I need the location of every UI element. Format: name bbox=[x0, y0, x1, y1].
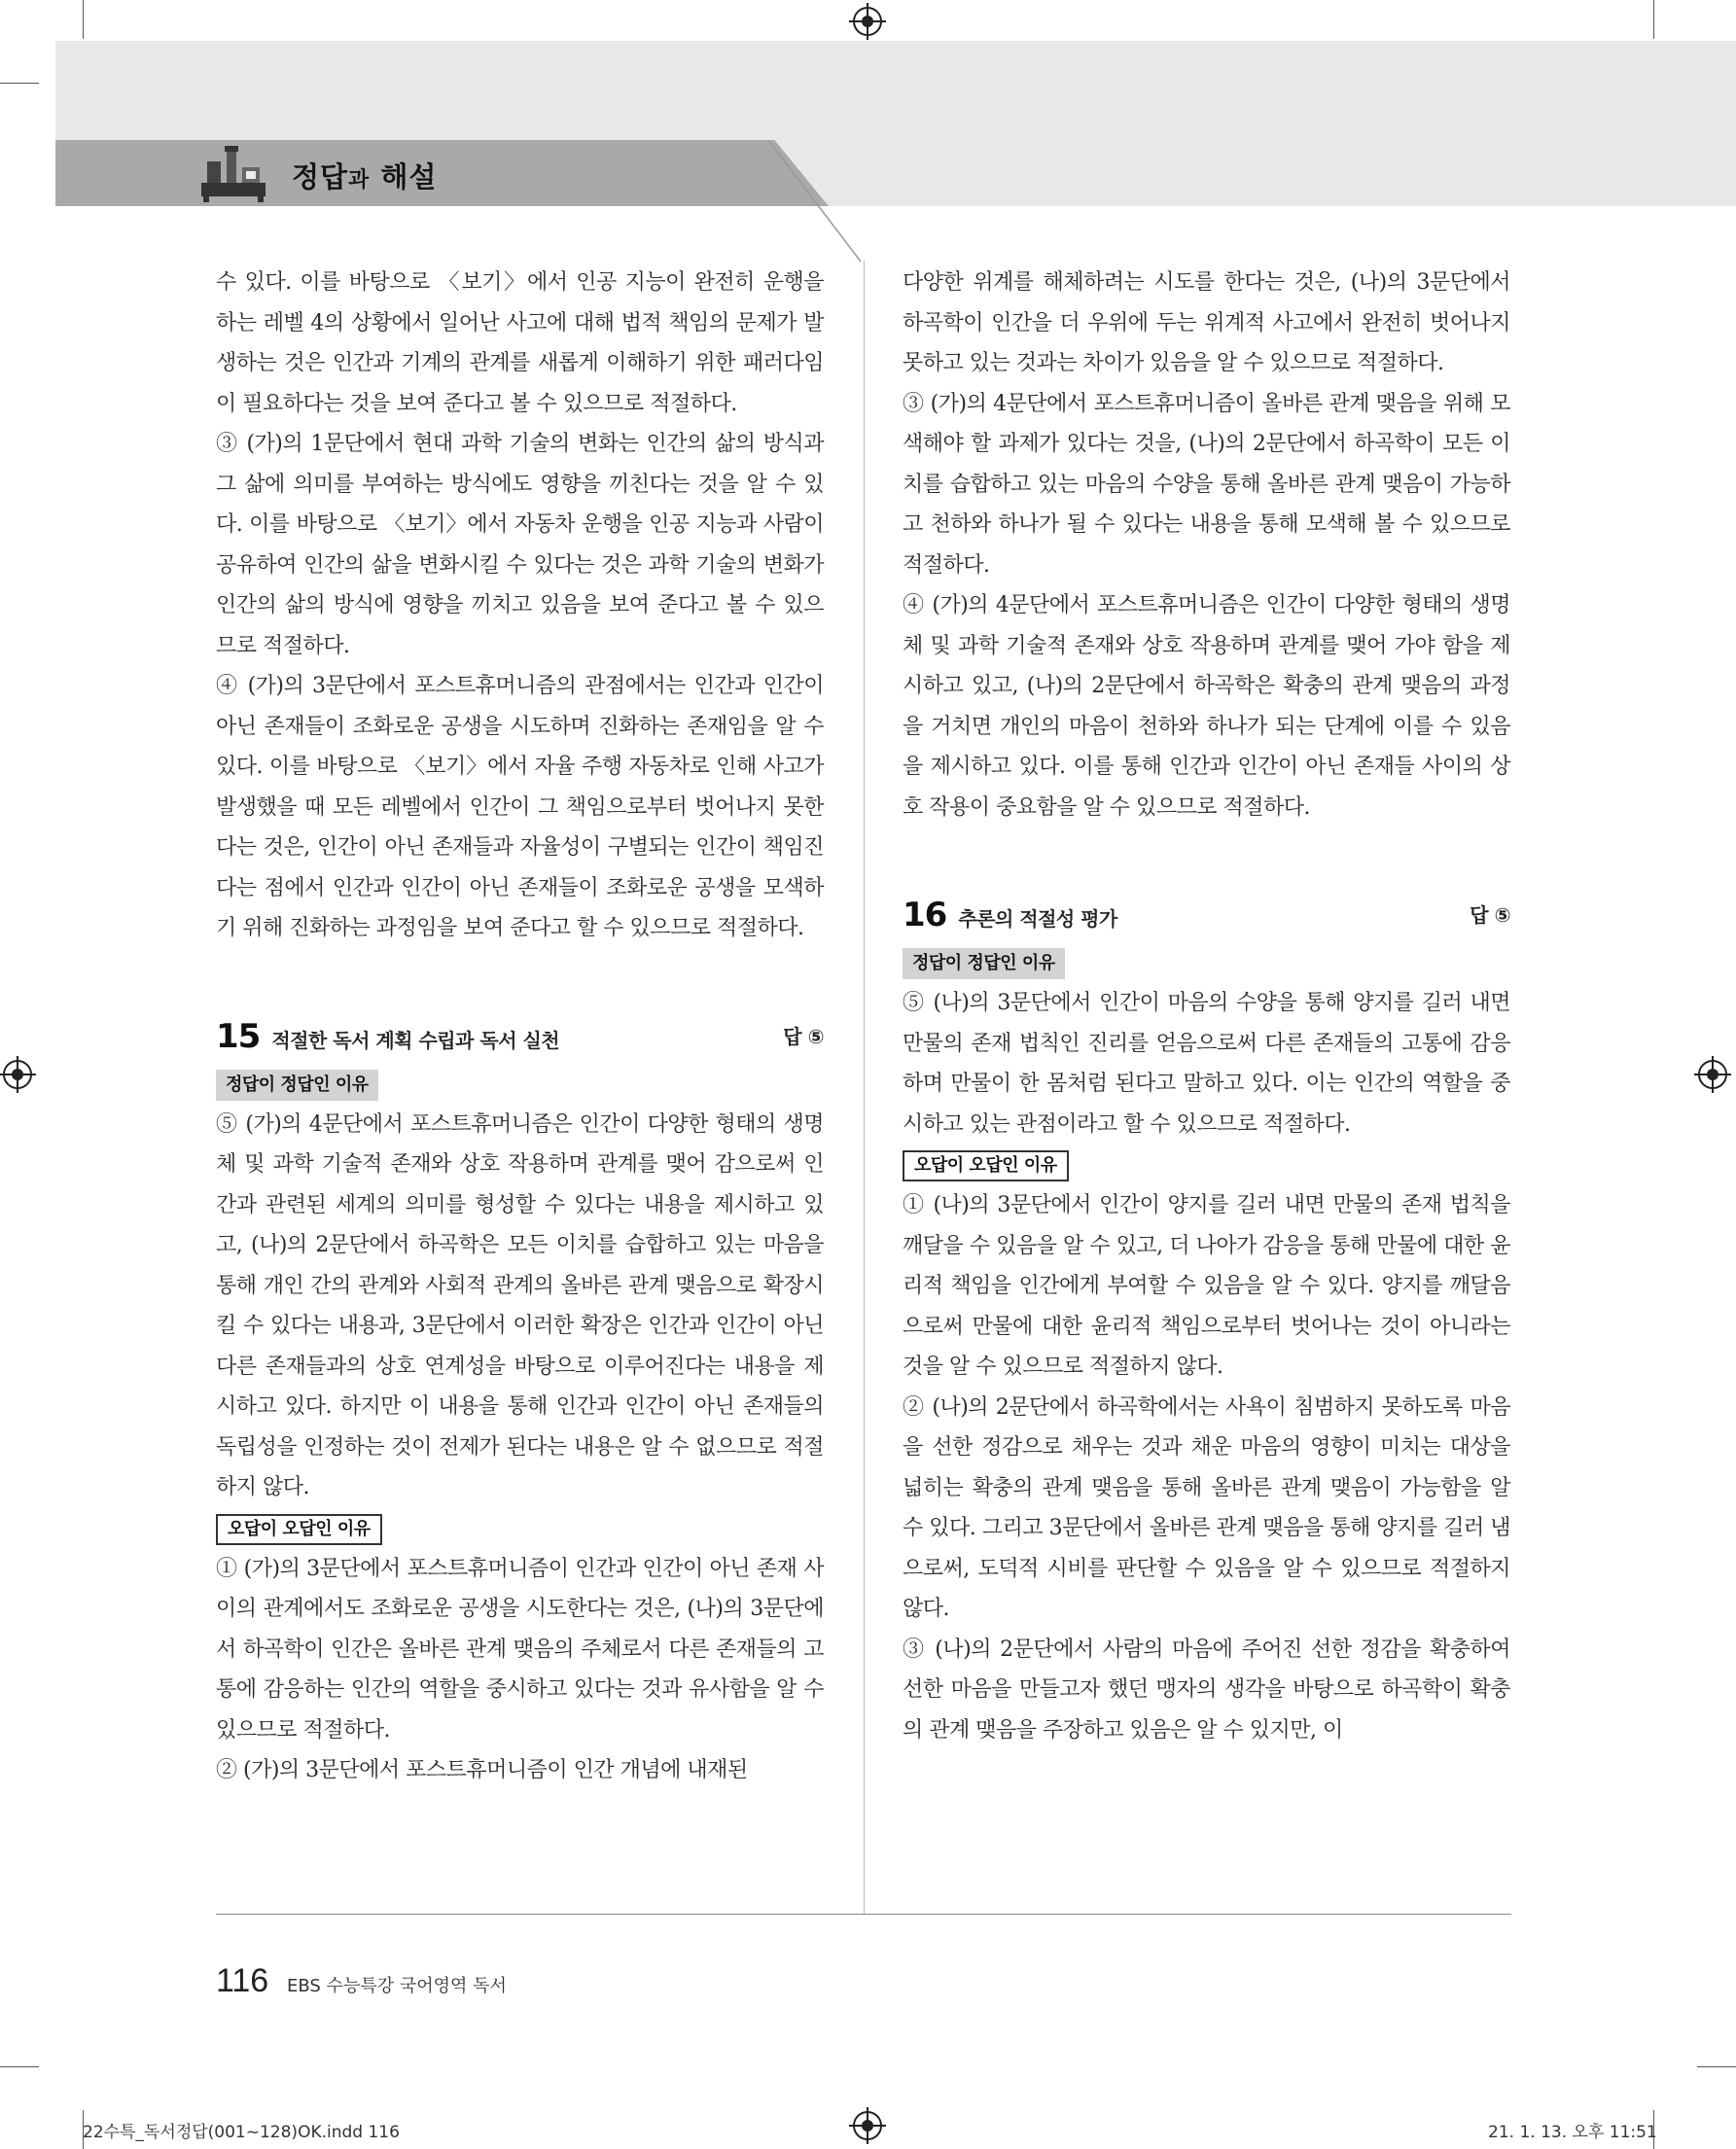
book-title: EBS 수능특강 국어영역 독서 bbox=[287, 1976, 507, 1996]
paragraph: ③ (나)의 2문단에서 사람의 마음에 주어진 선한 정감을 확충하여 선한 마음을 만들고자 했던 맹자의 생각을 바탕으로 하곡학이 확충의 관계 맺음을 주장하고 있음은 알 수 있지만, 이 bbox=[903, 1637, 1510, 1743]
question-title: 추론의 적절성 평가 bbox=[958, 907, 1117, 931]
column-divider bbox=[864, 261, 865, 1914]
question-15-header bbox=[216, 1017, 824, 1064]
question-16-header bbox=[903, 896, 1510, 942]
wrong-reason-label: 오답이 오답인 이유 bbox=[216, 1514, 382, 1545]
header-title-main: 정답 bbox=[292, 160, 349, 194]
crop-mark bbox=[0, 83, 39, 84]
page-header-title bbox=[292, 156, 437, 195]
header-diagonal-line bbox=[768, 140, 866, 266]
paragraph: 다양한 위계를 해체하려는 시도를 한다는 것은, (나)의 3문단에서 하곡학이 인간을 더 우위에 두는 위계적 사고에서 완전히 벗어나지 못하고 있는 것과는 차이가 있음을 알 수 있으므로 적절하다. bbox=[903, 270, 1510, 375]
paragraph: ① (가)의 3문단에서 포스트휴머니즘이 인간과 인간이 아닌 존재 사이의 관계에서도 조화로운 공생을 시도한다는 것은, (나)의 3문단에서 하곡학이 인간은 올바른 관계 맺음의 주체로서 다른 존재들의 고통에 감응하는 인간의 역할을 중시하고 있다는 것과 유사함을 알 수 있으므로 적절하다. bbox=[216, 1556, 824, 1743]
header-title-end: 해설 bbox=[370, 160, 438, 194]
paragraph: ③ (가)의 1문단에서 현대 과학 기술의 변화는 인간의 삶의 방식과 그 삶에 의미를 부여하는 방식에도 영향을 끼친다는 것을 알 수 있다. 이를 바탕으로 〈보기〉에서 자동차 운행을 인공 지능과 사람이 공유하여 인간의 삶을 변화시킬 수 있다는 것은 과학 기술의 변화가 인간의 삶의 방식에 영향을 끼치고 있음을 보여 준다고 볼 수 있으므로 적절하다. bbox=[216, 432, 824, 658]
crop-mark bbox=[1653, 0, 1654, 39]
paragraph: ⑤ (나)의 3문단에서 인간이 마음의 수양을 통해 양지를 길러 내면 만물의 존재 법칙인 진리를 얻음으로써 다른 존재들의 고통에 감응하며 만물이 한 몸처럼 된다고 말하고 있다. 이는 인간의 역할을 중시하고 있는 관점이라고 할 수 있으므로 적절하다. bbox=[903, 991, 1510, 1137]
left-column bbox=[216, 263, 824, 1791]
correct-reason-label: 정답이 정답인 이유 bbox=[903, 948, 1065, 979]
paragraph: ④ (가)의 4문단에서 포스트휴머니즘은 인간이 다양한 형태의 생명체 및 과학 기술적 존재와 상호 작용하며 관계를 맺어 가야 함을 제시하고 있고, (나)의 2문단에서 하곡학은 확충의 관계 맺음의 과정을 거치면 개인의 마음이 천하와 하나가 되는 단계에 이를 수 있음을 제시하고 있다. 이를 통해 인간과 인간이 아닌 존재들 사이의 상호 작용이 중요함을 알 수 있으므로 적절하다. bbox=[903, 593, 1510, 820]
registration-mark-icon bbox=[853, 2111, 882, 2140]
research-equipment-icon bbox=[199, 144, 267, 202]
print-date-info: 21. 1. 13. 오후 11:51 bbox=[1488, 2123, 1657, 2142]
wrong-reason-label: 오답이 오답인 이유 bbox=[903, 1150, 1069, 1181]
registration-mark-icon bbox=[3, 1060, 32, 1089]
registration-mark-icon bbox=[853, 7, 882, 36]
page-number: 116 bbox=[216, 1962, 269, 1999]
right-column bbox=[903, 263, 1510, 1750]
footer-rule bbox=[216, 1914, 1511, 1915]
paragraph: ⑤ (가)의 4문단에서 포스트휴머니즘은 인간이 다양한 형태의 생명체 및 과학 기술적 존재와 상호 작용하며 관계를 맺어 감으로써 인간과 관련된 세계의 의미를 형성할 수 있다는 내용을 제시하고 있고, (나)의 2문단에서 하곡학은 모든 이치를 습합하고 있는 마음을 통해 개인 간의 관계와 사회적 관계의 올바른 관계 맺음으로 확장시킬 수 있다는 내용과, 3문단에서 이러한 확장은 인간과 인간이 아닌 다른 존재들과의 상호 연계성을 바탕으로 이루어진다는 내용을 제시하고 있다. 하지만 이 내용을 통해 인간과 인간이 아닌 존재들의 독립성을 인정하는 것이 전제가 된다는 내용은 알 수 없으므로 적절하지 않다. bbox=[216, 1111, 824, 1499]
header-title-small: 과 bbox=[348, 168, 371, 193]
correct-reason-label: 정답이 정답인 이유 bbox=[216, 1070, 378, 1101]
paragraph: ④ (가)의 3문단에서 포스트휴머니즘의 관점에서는 인간과 인간이 아닌 존재들이 조화로운 공생을 시도하며 진화하는 존재임을 알 수 있다. 이를 바탕으로 〈보기〉에서 자율 주행 자동차로 인해 사고가 발생했을 때 모든 레벨에서 인간이 그 책임으로부터 벗어나지 못한다는 것은, 인간이 아닌 존재들과 자율성이 구별되는 인간이 책임진다는 점에서 인간과 인간이 아닌 존재들이 조화로운 공생을 모색하기 위해 진화하는 과정임을 보여 준다고 할 수 있으므로 적절하다. bbox=[216, 674, 824, 940]
paragraph: ② (가)의 3문단에서 포스트휴머니즘이 인간 개념에 내재된 bbox=[216, 1758, 748, 1782]
question-title: 적절한 독서 계획 수립과 독서 실천 bbox=[271, 1028, 560, 1052]
question-answer: 답 ⑤ bbox=[1470, 903, 1510, 927]
question-number: 15 bbox=[216, 1016, 261, 1056]
header-tab bbox=[55, 140, 829, 206]
paragraph: ① (나)의 3문단에서 인간이 양지를 길러 내면 만물의 존재 법칙을 깨달을 수 있음을 알 수 있고, 더 나아가 감응을 통해 만물에 대한 윤리적 책임을 인간에게 부여할 수 있음을 알 수 있다. 양지를 깨달음으로써 만물에 대한 윤리적 책임으로부터 벗어나는 것이 아니라는 것을 알 수 있으므로 적절하지 않다. bbox=[903, 1193, 1510, 1379]
question-number: 16 bbox=[903, 896, 947, 934]
crop-mark bbox=[83, 0, 84, 39]
paragraph: ③ (가)의 4문단에서 포스트휴머니즘이 올바른 관계 맺음을 위해 모색해야 할 과제가 있다는 것을, (나)의 2문단에서 하곡학이 모든 이치를 습합하고 있는 마음의 수양을 통해 올바른 관계 맺음이 가능하고 천하와 하나가 될 수 있다는 내용을 통해 모색해 볼 수 있으므로 적절하다. bbox=[903, 391, 1510, 578]
print-file-info: 22수특_독서정답(001~128)OK.indd 116 bbox=[83, 2123, 400, 2142]
registration-mark-icon bbox=[1698, 1060, 1727, 1089]
paragraph: ② (나)의 2문단에서 하곡학에서는 사욕이 침범하지 못하도록 마음을 선한 정감으로 채우는 것과 채운 마음의 영향이 미치는 대상을 넓히는 확충의 관계 맺음을 통해 올바른 관계 맺음이 가능함을 알 수 있다. 그리고 3문단에서 올바른 관계 맺음을 통해 양지를 길러 냄으로써, 도덕적 시비를 판단할 수 있음을 알 수 있으므로 적절하지 않다. bbox=[903, 1394, 1510, 1621]
crop-mark bbox=[0, 2066, 39, 2067]
question-answer: 답 ⑤ bbox=[783, 1024, 824, 1048]
crop-mark bbox=[1697, 2066, 1736, 2067]
paragraph: 수 있다. 이를 바탕으로 〈보기〉에서 인공 지능이 완전히 운행을 하는 레벨 4의 상황에서 일어난 사고에 대해 법적 책임의 문제가 발생하는 것은 인간과 기계의 관계를 새롭게 이해하기 위한 패러다임이 필요하다는 것을 보여 준다고 볼 수 있으므로 적절하다. bbox=[216, 270, 824, 416]
